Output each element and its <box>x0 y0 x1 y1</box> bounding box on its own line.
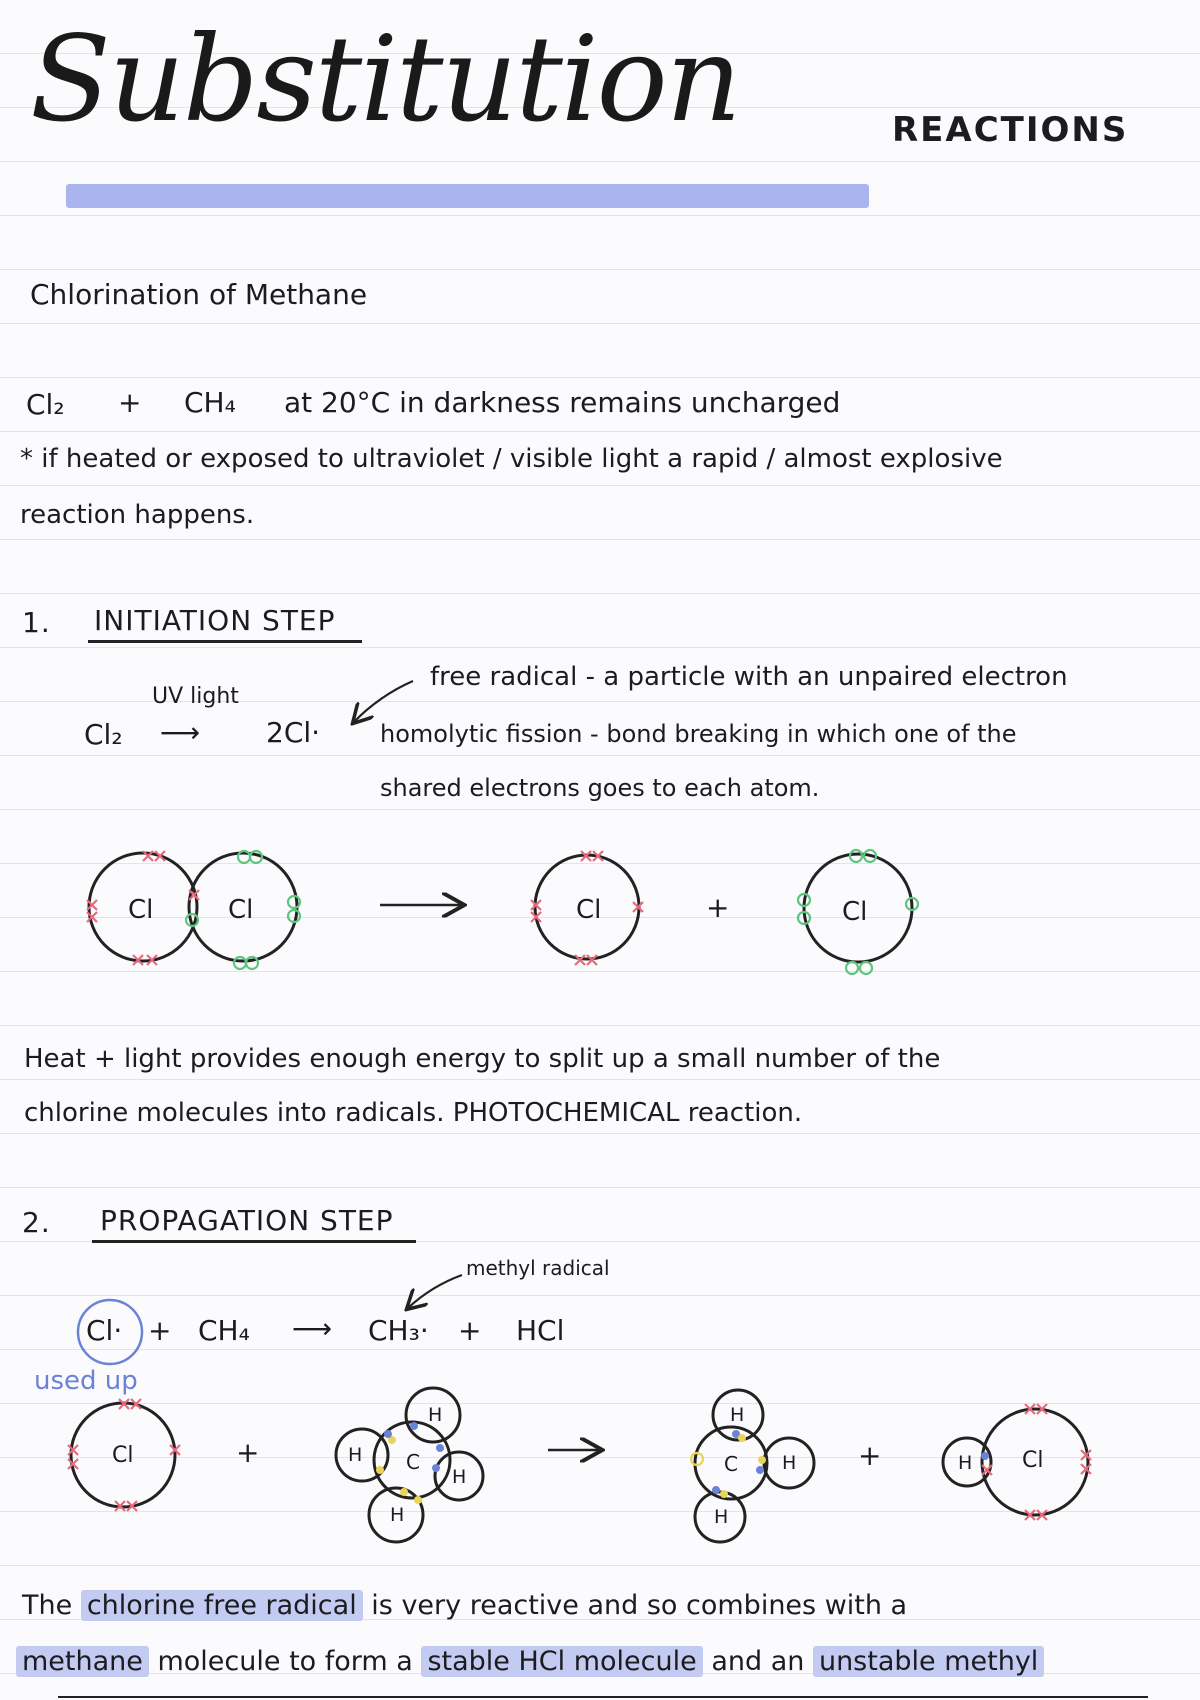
initiation-note-2: chlorine molecules into radicals. PHOTOCHEMICAL reaction. <box>24 1098 803 1128</box>
cl-radical-shell-2 <box>804 854 912 962</box>
prop-eq-ch4: CH₄ <box>198 1314 250 1347</box>
intro-eq-text: at 20°C in darkness remains uncharged <box>284 386 841 419</box>
methane-h-label-right: H <box>452 1466 467 1488</box>
cl-radical-label-1: Cl <box>576 895 602 925</box>
intro-line-2: * if heated or exposed to ultraviolet / visible light a rapid / almost explosive <box>20 444 1003 474</box>
intro-line-3: reaction happens. <box>20 500 255 530</box>
cl-atom-label-1: Cl <box>128 895 154 925</box>
cl2-molecule-diagram <box>89 853 297 961</box>
cl-radical-circle <box>78 1300 142 1364</box>
methyl-radical-diagram <box>695 1390 814 1542</box>
section-heading: Chlorination of Methane <box>30 278 368 311</box>
homolytic-definition-2: shared electrons goes to each atom. <box>380 774 820 802</box>
free-radical-definition: free radical - a particle with an unpaired electron <box>430 662 1068 692</box>
hcl-h-label: H <box>958 1452 973 1474</box>
note2-text-2: and an <box>711 1646 805 1677</box>
methane-diagram <box>336 1388 483 1542</box>
prop-cl-atom-label: Cl <box>112 1443 134 1468</box>
note2-highlight-stable-hcl: stable HCl molecule <box>421 1646 702 1677</box>
cl-radical-shell-1 <box>535 855 639 959</box>
methane-h-label-left: H <box>348 1444 363 1466</box>
methane-c-label: C <box>406 1450 420 1474</box>
shared-electron <box>758 1456 766 1464</box>
page-title: Substitution <box>30 10 740 148</box>
cl-atom-shell-2 <box>189 853 297 961</box>
shared-electron <box>414 1496 422 1504</box>
shared-electron <box>436 1444 444 1452</box>
initiation-number: 1. <box>22 606 51 639</box>
initiation-diagram-plus: + <box>706 891 730 924</box>
prop-cl-atom-shell <box>71 1403 175 1507</box>
prop-eq-cl-radical: Cl· <box>86 1314 123 1347</box>
hcl-cl-shell <box>982 1409 1088 1515</box>
prop-eq-hcl: HCl <box>516 1314 565 1347</box>
shared-electron <box>712 1486 720 1494</box>
note1-highlight-chlorine-free-radical: chlorine free radical <box>81 1590 363 1621</box>
intro-eq-cl2: Cl₂ <box>26 388 65 421</box>
methyl-radical-pointer-arrow <box>408 1275 462 1308</box>
methyl-h-label-top: H <box>730 1404 745 1426</box>
shared-electron <box>756 1466 764 1474</box>
prop-diagram-plus-2: + <box>858 1439 882 1472</box>
initiation-note-1: Heat + light provides enough energy to split up a small number of the <box>24 1044 941 1074</box>
methane-h-label-bottom: H <box>390 1504 405 1526</box>
methyl-radical-label: methyl radical <box>466 1256 610 1280</box>
intro-eq-ch4: CH₄ <box>184 386 236 419</box>
shared-electron <box>432 1464 440 1472</box>
hcl-diagram <box>943 1409 1088 1515</box>
propagation-number: 2. <box>22 1206 51 1239</box>
title-subtitle: REACTIONS <box>892 110 1129 150</box>
methane-h-label-top: H <box>428 1404 443 1426</box>
note1-the: The <box>22 1590 73 1621</box>
dot-electron <box>234 957 246 969</box>
note2-highlight-methane: methane <box>16 1646 149 1677</box>
note2-text-1: molecule to form a <box>157 1646 413 1677</box>
methyl-h-right <box>764 1438 814 1488</box>
shared-electron <box>981 1452 989 1460</box>
prop-eq-plus-2: + <box>458 1314 482 1347</box>
methyl-c-label: C <box>724 1452 738 1476</box>
shared-electron <box>738 1434 746 1442</box>
note2-highlight-unstable-methyl: unstable methyl <box>813 1646 1044 1677</box>
note1-rest: is very reactive and so combines with a <box>371 1590 908 1621</box>
hcl-cl-label: Cl <box>1022 1448 1044 1473</box>
uv-light-label: UV light <box>152 684 239 709</box>
shared-electron <box>376 1466 384 1474</box>
used-up-label: used up <box>34 1366 138 1396</box>
prop-eq-arrow: ⟶ <box>292 1312 333 1345</box>
prop-diagram-plus-1: + <box>236 1436 260 1469</box>
shared-electron <box>720 1490 728 1498</box>
propagation-heading: PROPAGATION STEP <box>100 1204 394 1237</box>
dot-electron <box>860 962 872 974</box>
shared-electron <box>400 1488 408 1496</box>
methyl-h-label-bottom: H <box>714 1506 729 1528</box>
dot-electron <box>846 962 858 974</box>
methane-h-right <box>435 1452 483 1500</box>
intro-eq-plus: + <box>118 386 142 419</box>
initiation-heading: INITIATION STEP <box>94 604 336 637</box>
cl-atom-shell-1 <box>89 853 197 961</box>
shared-electron <box>384 1430 392 1438</box>
dot-electron <box>850 850 862 862</box>
initiation-arrow: ⟶ <box>160 716 201 749</box>
prop-eq-plus-1: + <box>148 1314 172 1347</box>
homolytic-definition-1: homolytic fission - bond breaking in which one of the <box>380 720 1017 748</box>
cl-radical-label-2: Cl <box>842 897 868 927</box>
methyl-h-label-right: H <box>782 1452 797 1474</box>
methyl-h-bottom <box>695 1492 745 1542</box>
initiation-reactant: Cl₂ <box>84 718 123 751</box>
free-radical-pointer-arrow <box>354 681 413 722</box>
methane-h-top <box>406 1388 460 1442</box>
cl-atom-label-2: Cl <box>228 895 254 925</box>
shared-electron <box>410 1422 418 1430</box>
initiation-product: 2Cl· <box>266 716 321 749</box>
prop-eq-ch3: CH₃· <box>368 1314 429 1347</box>
